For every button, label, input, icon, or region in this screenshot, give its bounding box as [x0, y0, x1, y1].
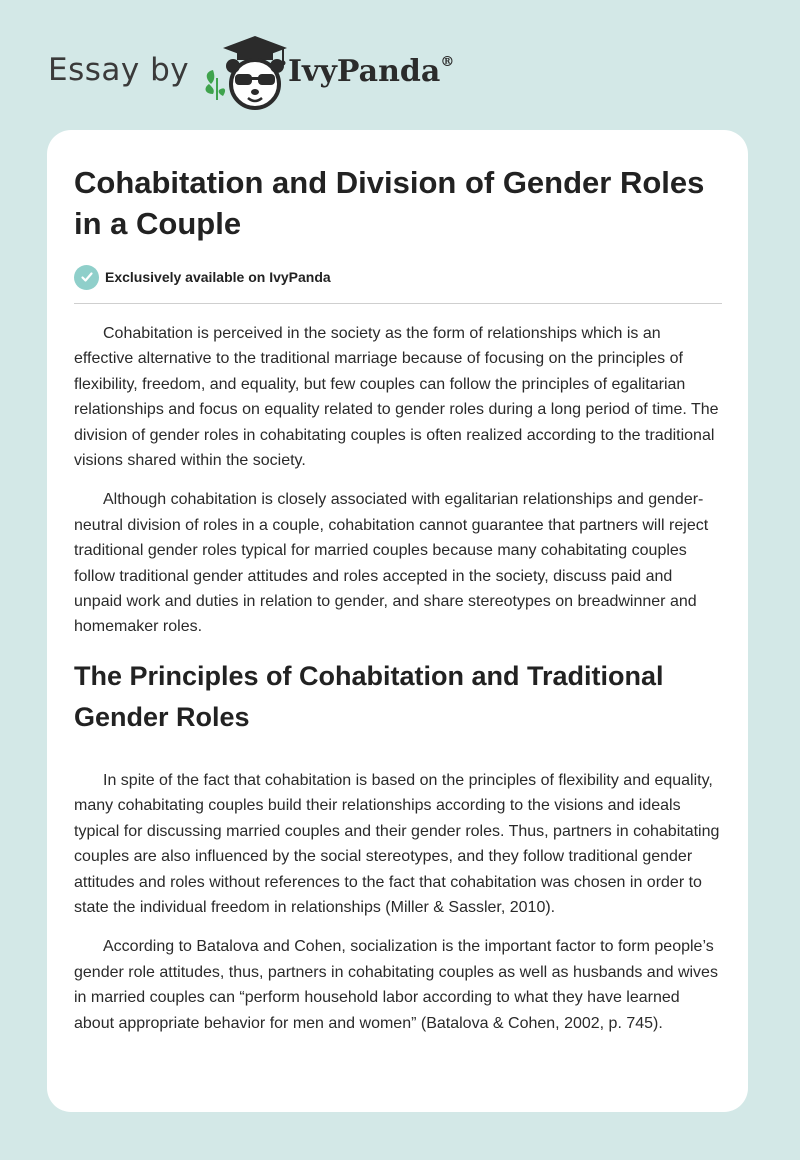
exclusive-badge: [74, 263, 724, 291]
brand-name[interactable]: [288, 54, 454, 89]
exclusive-badge-label: Exclusively available on IvyPanda: [105, 269, 331, 285]
essay-by-label: Essay by: [48, 52, 190, 88]
article-title: Cohabitation and Division of Gender Roles in a Couple: [74, 165, 705, 241]
paragraph-section-2: According to Batalova and Cohen, socialization is the important factor to form people’s gender role attitudes, thus, partners in cohabitating couples as well as husbands and wives in married couples can “perform household labor according to what they have learned about appropriate behavior for men and women” (Batalova & Cohen, 2002, p. 745).: [74, 938, 718, 1032]
brand-label: IvyPanda: [288, 54, 441, 89]
check-circle-icon: [74, 265, 99, 290]
paragraph-section-1: In spite of the fact that cohabitation is based on the principles of flexibility and equality, many cohabitating couples build their relationships according to the visions and ideals typical for discussing married couples and their gender roles. Thus, partners in cohabitating couples are also influenced by the social stereotypes, and they follow traditional gender attitudes and roles without references to the fact that cohabitation was chosen in order to state the individual freedom in relationships (Miller & Sassler, 2010).: [74, 771, 720, 916]
article-content: [74, 162, 724, 1036]
paragraph-intro-2: Although cohabitation is closely associated with egalitarian relationships and gender-neutral division of roles in a couple, cohabitation cannot guarantee that partners will reject traditional gender roles typical for married couples because many cohabitating couples follow traditional gender attitudes and roles accepted in the society, discuss paid and unpaid work and duties in relation to gender, and share stereotypes on breadwinner and homemaker roles.: [74, 491, 709, 636]
title-divider: [74, 303, 722, 304]
section-heading: The Principles of Cohabitation and Traditional Gender Roles: [74, 660, 664, 732]
site-header: [48, 32, 768, 112]
registered-mark: ®: [440, 54, 455, 70]
article-card: [47, 130, 748, 1112]
paragraph-intro-1: Cohabitation is perceived in the society as the form of relationships which is an effective alternative to the traditional marriage because of focusing on the principles of flexibility, freedom, and equality, but few couples can follow the principles of egalitarian relationships and focus on equality related to gender roles during a long period of time. The division of gender roles in cohabitating couples is often realized according to the traditional visions shared within the society.: [74, 325, 719, 470]
